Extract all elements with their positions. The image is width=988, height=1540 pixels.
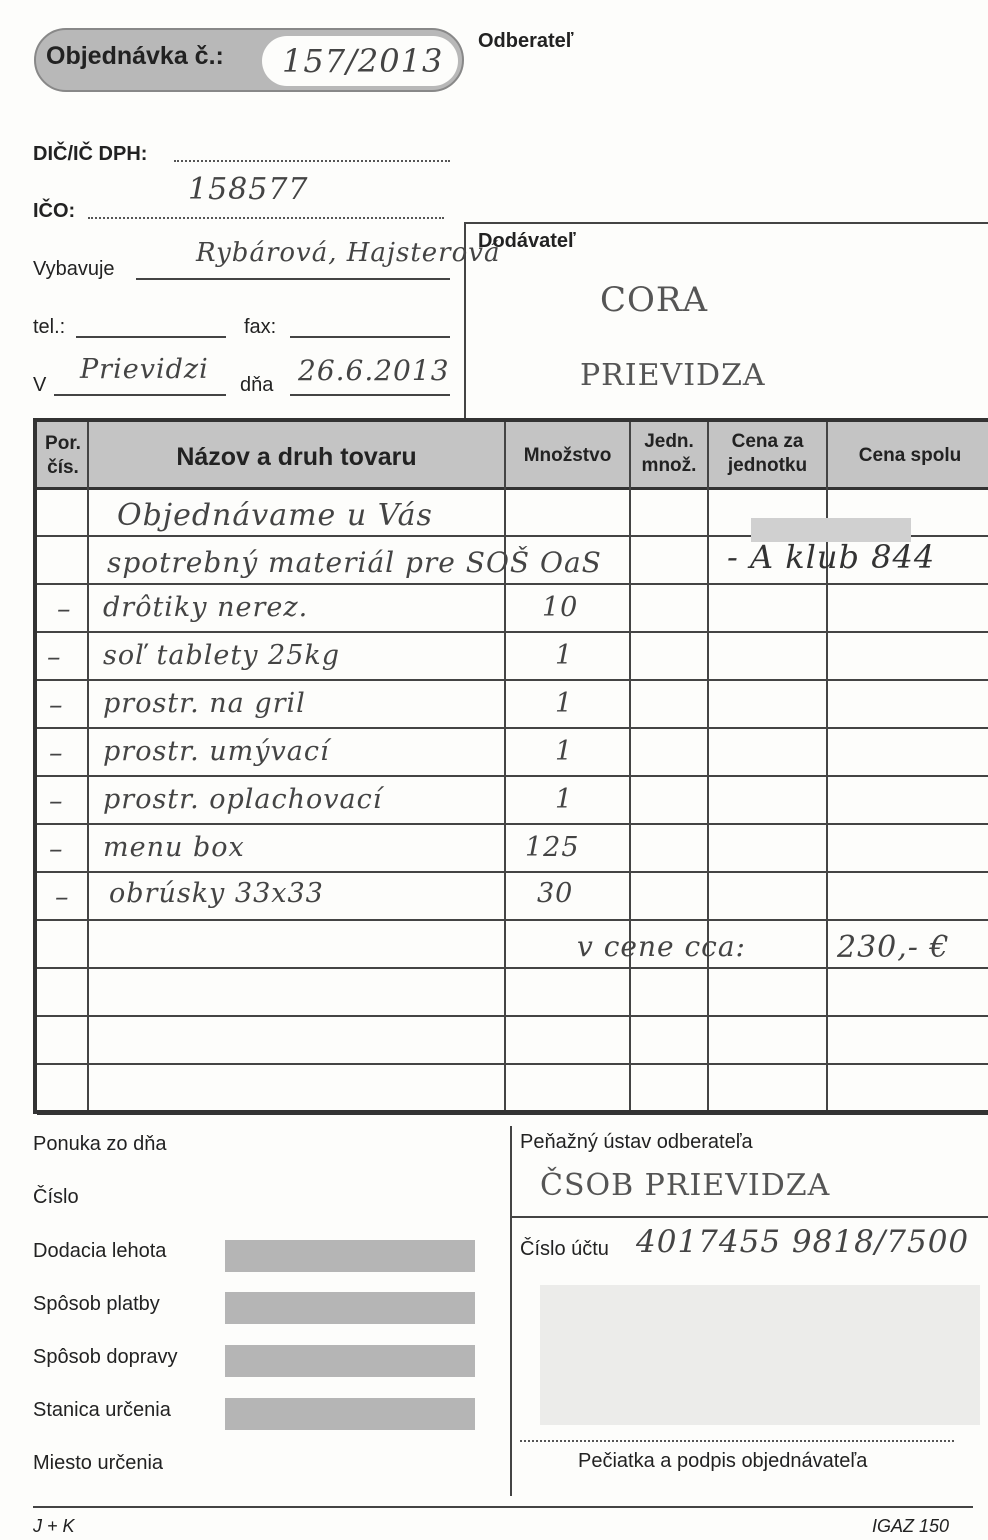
item-5-qty: 1: [555, 784, 574, 815]
vat-field[interactable]: [174, 160, 450, 162]
item-6-por: –: [49, 834, 64, 865]
row-divider: [37, 1015, 988, 1017]
supplier-heading: Dodávateľ: [478, 230, 576, 252]
bank-line: [512, 1216, 988, 1218]
place-label: V: [33, 374, 47, 396]
station-label: Stanica určenia: [33, 1399, 171, 1421]
item-6-qty: 125: [525, 832, 580, 863]
intro-tag: - A klub 844: [727, 538, 936, 576]
stamp-area: [540, 1285, 980, 1425]
item-3-name: prostr. na gril: [103, 688, 306, 719]
offer-date-label: Ponuka zo dňa: [33, 1133, 167, 1155]
footer-divider: [510, 1126, 512, 1496]
item-5-name: prostr. oplachovací: [103, 784, 383, 815]
station-field[interactable]: [225, 1398, 475, 1430]
item-3-qty: 1: [555, 688, 574, 719]
customer-heading: Odberateľ: [478, 30, 574, 52]
date-label: dňa: [240, 374, 274, 396]
col-divider: [629, 422, 631, 1110]
row-divider: [37, 967, 988, 969]
item-1-qty: 10: [542, 592, 579, 623]
item-3-por: –: [49, 690, 64, 721]
account-value: 4017455 9818/7500: [636, 1224, 970, 1260]
handler-value: Rybárová, Hajsterová: [196, 238, 501, 268]
item-4-qty: 1: [555, 736, 574, 767]
item-4-name: prostr. umývací: [103, 736, 330, 767]
bottom-rule: [33, 1506, 973, 1508]
intro-line-1: Objednávame u Vás: [117, 498, 433, 533]
form-code: IGAZ 150: [872, 1516, 950, 1536]
delivery-label: Dodacia lehota: [33, 1240, 167, 1262]
header-total: Cena spolu: [858, 445, 962, 466]
row-divider: [37, 871, 988, 873]
number-label: Číslo: [33, 1186, 79, 1208]
intro-line-2: spotrebný materiál pre SOŠ OaS: [107, 546, 602, 579]
order-label: Objednávka č.:: [46, 42, 224, 70]
item-5-por: –: [49, 786, 64, 817]
order-number-value: 157/2013: [282, 42, 444, 80]
ico-label: IČO:: [33, 200, 76, 222]
item-1-por: –: [57, 594, 72, 625]
place-value: Prievidzi: [80, 354, 209, 385]
supplier-city: PRIEVIDZA: [580, 358, 766, 393]
row-divider: [37, 919, 988, 921]
bank-value: ČSOB PRIEVIDZA: [540, 1168, 831, 1203]
col-divider: [707, 422, 709, 1110]
ico-field[interactable]: [88, 217, 444, 219]
row-divider: [37, 1063, 988, 1065]
col-divider: [504, 422, 506, 1110]
items-table: [33, 418, 988, 1114]
total-value: 230,- €: [837, 930, 950, 965]
transport-label: Spôsob dopravy: [33, 1346, 178, 1368]
ico-value: 158577: [188, 172, 309, 207]
header-unit-price: Cena za jednotku: [727, 431, 808, 476]
item-4-por: –: [49, 738, 64, 769]
col-divider: [87, 422, 89, 1110]
handler-field[interactable]: [136, 278, 450, 280]
date-field[interactable]: [290, 394, 450, 396]
signature-line[interactable]: [520, 1440, 954, 1442]
bank-label: Peňažný ústav odberateľa: [520, 1131, 753, 1153]
tel-label: tel.:: [33, 316, 66, 338]
fax-field[interactable]: [290, 336, 450, 338]
tel-field[interactable]: [76, 336, 226, 338]
item-1-name: drôtiky nerez.: [103, 592, 309, 623]
total-note: v cene cca:: [577, 930, 746, 963]
item-7-por: –: [55, 882, 70, 913]
payment-label: Spôsob platby: [33, 1293, 160, 1315]
item-2-name: soľ tablety 25kg: [103, 640, 341, 671]
header-por: Por. čís.: [45, 433, 81, 478]
vat-label: DIČ/IČ DPH:: [33, 143, 148, 165]
item-2-por: –: [47, 642, 62, 673]
header-qty: Množstvo: [523, 445, 612, 466]
handler-label: Vybavuje: [33, 258, 115, 280]
supplier-name: CORA: [600, 280, 709, 320]
account-label: Číslo účtu: [520, 1238, 609, 1260]
item-7-qty: 30: [537, 878, 574, 909]
row-divider: [37, 727, 988, 729]
header-unit: Jedn. množ.: [641, 431, 697, 476]
payment-field[interactable]: [225, 1292, 475, 1324]
fax-label: fax:: [244, 316, 277, 338]
row-divider: [37, 1111, 988, 1115]
item-6-name: menu box: [103, 832, 245, 863]
delivery-field[interactable]: [225, 1240, 475, 1272]
left-code: J + K: [33, 1516, 75, 1536]
header-name: Názov a druh tovaru: [176, 443, 417, 471]
row-divider: [37, 823, 988, 825]
row-divider: [37, 583, 988, 585]
row-divider: [37, 679, 988, 681]
place-field[interactable]: [54, 394, 226, 396]
date-value: 26.6.2013: [298, 354, 450, 387]
row-divider: [37, 775, 988, 777]
row-divider: [37, 631, 988, 633]
item-2-qty: 1: [555, 640, 574, 671]
signature-label: Pečiatka a podpis objednávateľa: [578, 1450, 868, 1472]
destination-label: Miesto určenia: [33, 1452, 164, 1474]
transport-field[interactable]: [225, 1345, 475, 1377]
item-7-name: obrúsky 33x33: [109, 878, 324, 909]
